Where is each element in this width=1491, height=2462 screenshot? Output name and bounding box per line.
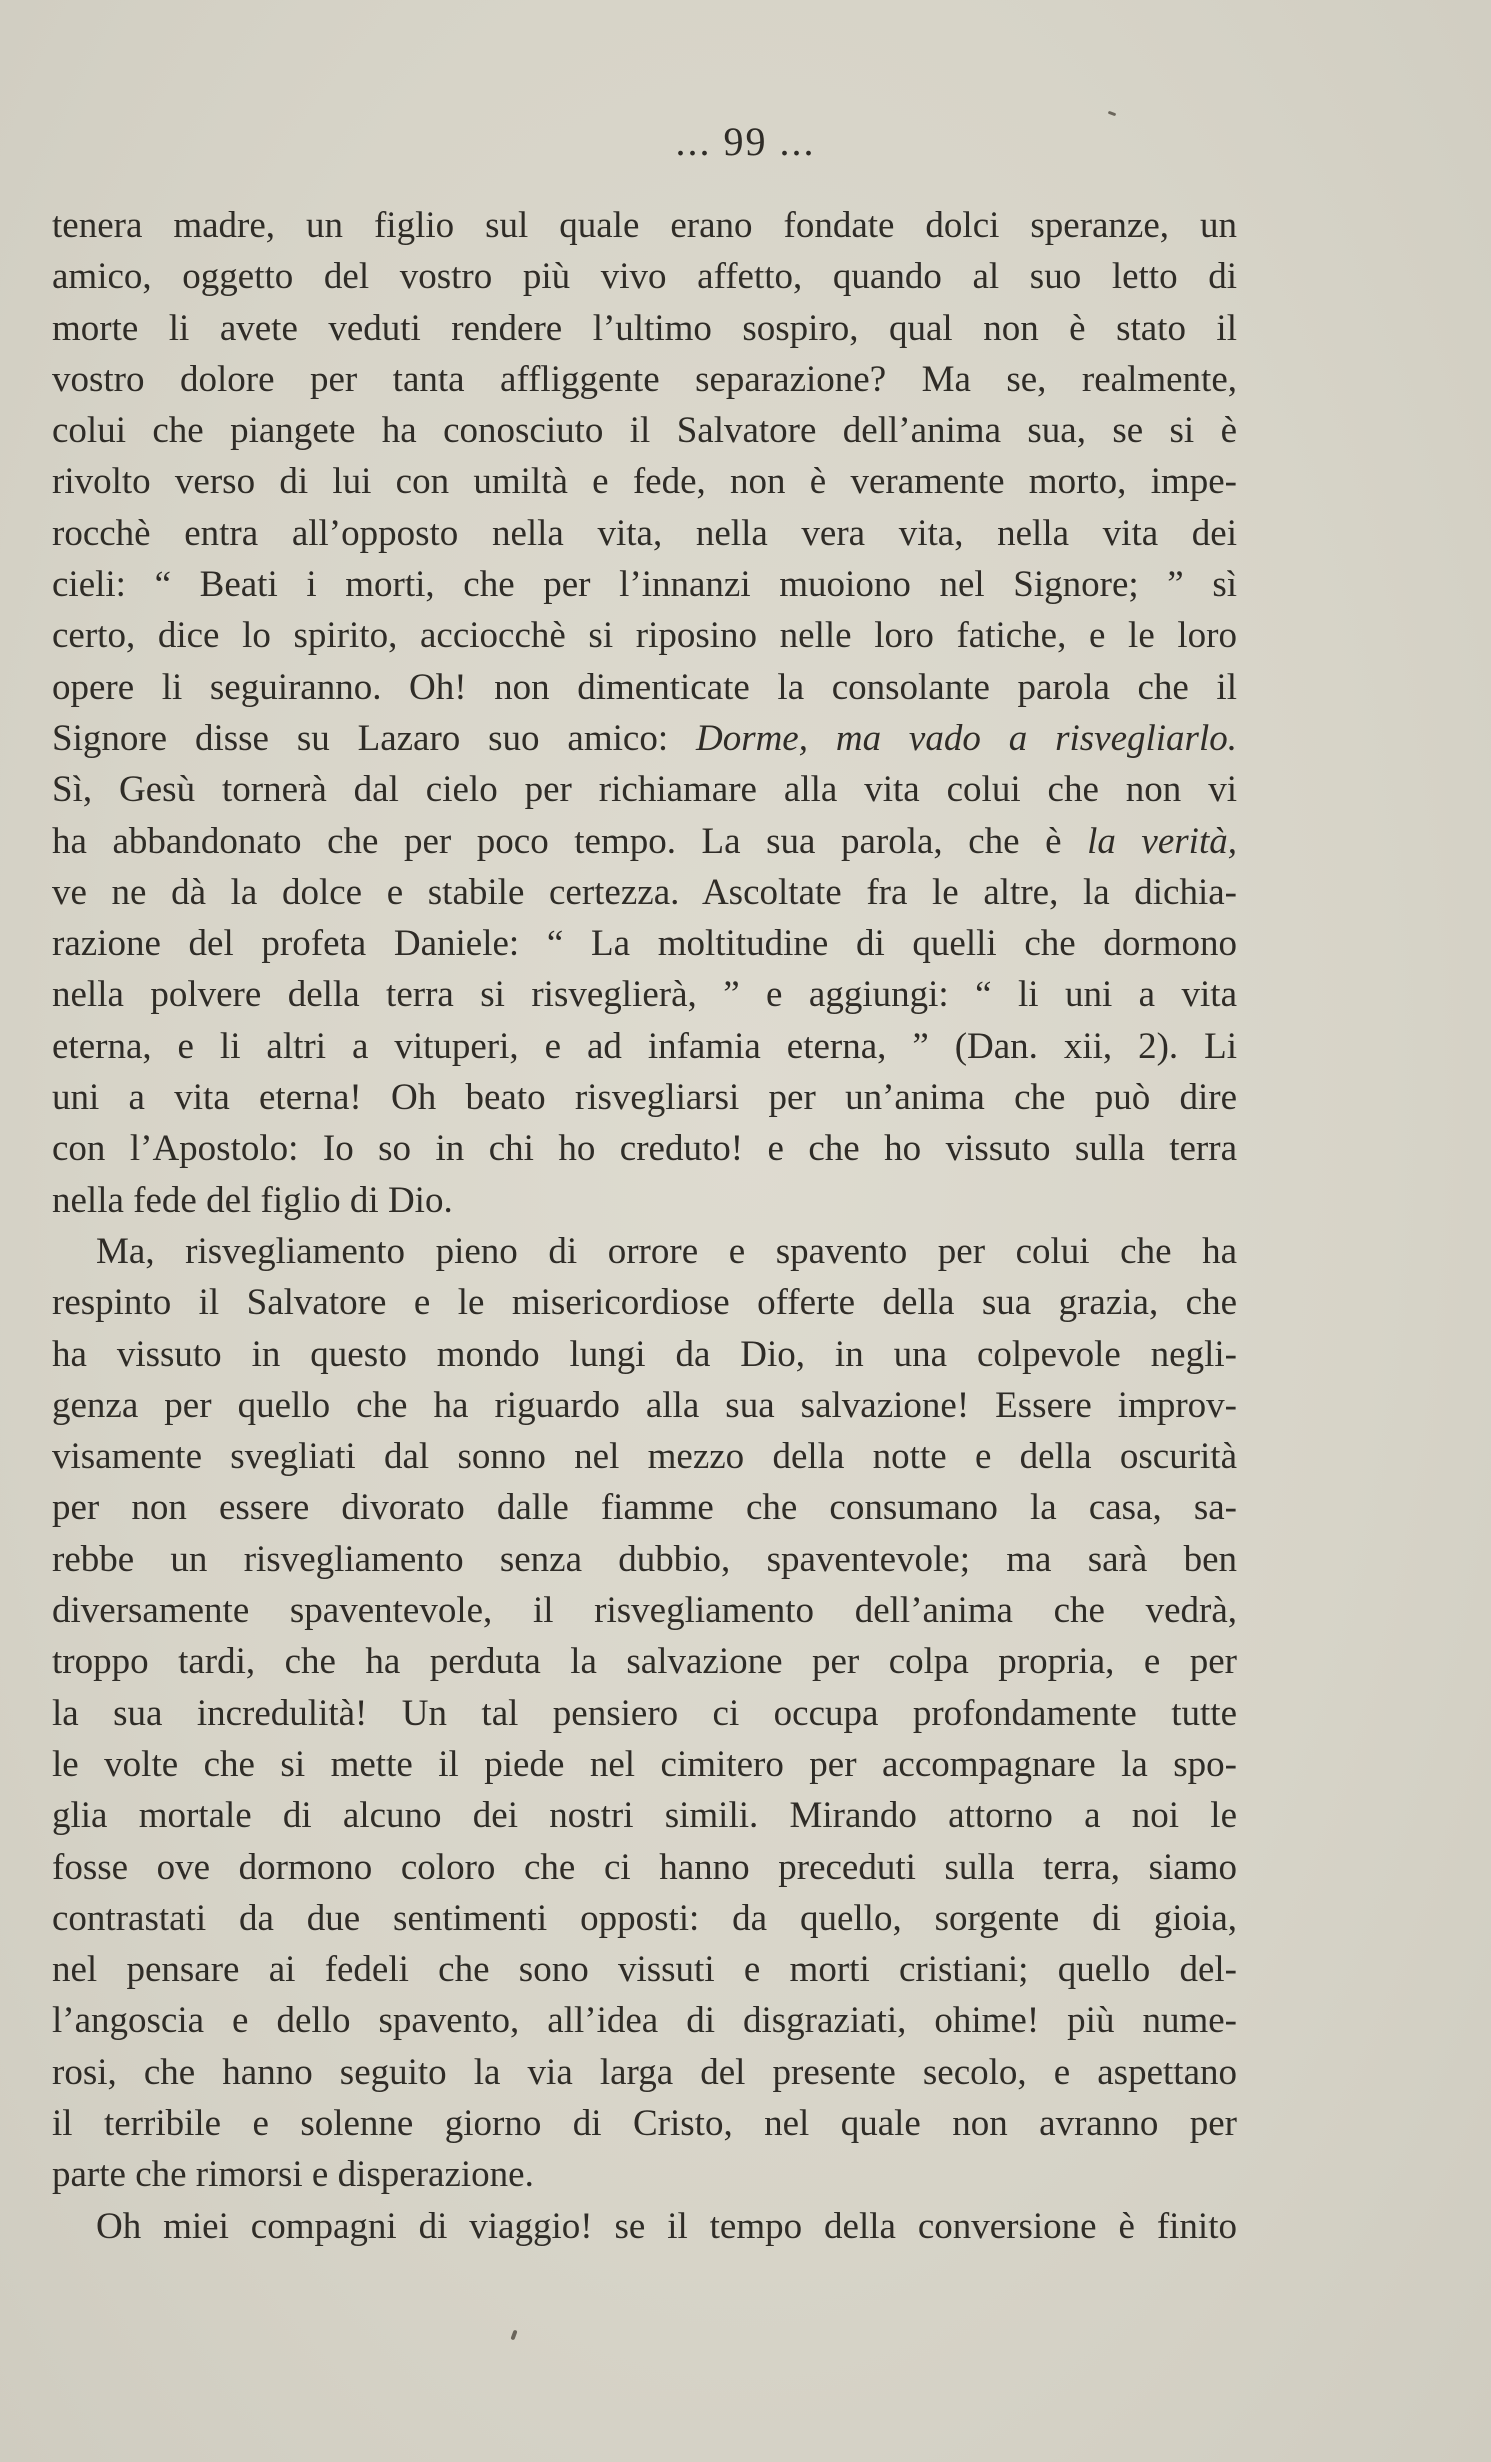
text-line: genza per quello che ha riguardo alla sua salvazione! Essere improv- <box>52 1384 1237 1426</box>
body-text <box>52 200 1237 2252</box>
text-line: uni a vita eterna! Oh beato risvegliarsi per un’anima che può dire <box>52 1077 1237 1119</box>
text-line: ve ne dà la dolce e stabile certezza. Ascoltate fra le altre, la dichia- <box>52 871 1237 913</box>
text-line <box>52 713 1237 764</box>
text-line: eterna, e li altri a vituperi, e ad infamia eterna, ” (Dan. xii, 2). Li <box>52 1025 1237 1067</box>
text-line: la sua incredulità! Un tal pensiero ci occupa profondamente tutte <box>52 1692 1237 1734</box>
text-line: vostro dolore per tanta affliggente separazione? Ma se, realmente, <box>52 358 1237 400</box>
text-line: le volte che si mette il piede nel cimitero per accompagnare la spo- <box>52 1743 1237 1785</box>
text-line: razione del profeta Daniele: “ La moltitudine di quelli che dormono <box>52 923 1237 965</box>
text-line: tenera madre, un figlio sul quale erano fondate dolci speranze, un <box>52 205 1237 246</box>
paragraph-end-line: nella fede del figlio di Dio. <box>52 1179 453 1221</box>
text-line: rivolto verso di lui con umiltà e fede, non è veramente morto, impe- <box>52 461 1237 503</box>
text-line <box>52 816 1237 867</box>
text-line: rebbe un risvegliamento senza dubbio, spaventevole; ma sarà ben <box>52 1538 1237 1580</box>
text-line: per non essere divorato dalle fiamme che consumano la casa, sa- <box>52 1487 1237 1529</box>
italic-quote: la verità, <box>1087 820 1237 862</box>
italic-quote: Dorme, ma vado a risvegliarlo. <box>695 717 1237 759</box>
text-line: certo, dice lo spirito, acciocchè si riposino nelle loro fatiche, e le loro <box>52 615 1237 657</box>
paragraph-start-line: Oh miei compagni di viaggio! se il tempo della conversione è finito <box>96 2205 1237 2247</box>
text-line: amico, oggetto del vostro più vivo affetto, quando al suo letto di <box>52 256 1237 298</box>
text-line: contrastati da due sentimenti opposti: da quello, sorgente di gioia, <box>52 1897 1237 1939</box>
text-line: glia mortale di alcuno dei nostri simili. Mirando attorno a noi le <box>52 1795 1237 1837</box>
text-line: il terribile e solenne giorno di Cristo, nel quale non avranno per <box>52 2102 1237 2144</box>
text-line: ha vissuto in questo mondo lungi da Dio, in una colpevole negli- <box>52 1333 1237 1375</box>
paragraph-start-line: Ma, risvegliamento pieno di orrore e spavento per colui che ha <box>96 1230 1237 1272</box>
text-line: rosi, che hanno seguito la via larga del presente secolo, e aspettano <box>52 2051 1237 2093</box>
text-line: l’angoscia e dello spavento, all’idea di disgraziati, ohime! più nume- <box>52 2000 1237 2042</box>
text-line: morte li avete veduti rendere l’ultimo sospiro, qual non è stato il <box>52 307 1237 349</box>
text-line: rocchè entra all’opposto nella vita, nella vera vita, nella vita dei <box>52 512 1237 554</box>
text-line: colui che piangete ha conosciuto il Salvatore dell’anima sua, se si è <box>52 410 1237 452</box>
text-line: fosse ove dormono coloro che ci hanno preceduti sulla terra, siamo <box>52 1846 1237 1888</box>
text-line: troppo tardi, che ha perduta la salvazione per colpa propria, e per <box>52 1641 1237 1683</box>
text-segment: Signore disse su Lazaro suo amico: <box>52 717 696 759</box>
text-line: Sì, Gesù tornerà dal cielo per richiamare alla vita colui che non vi <box>52 769 1237 811</box>
text-segment: ha abbandonato che per poco tempo. La sua parola, che è <box>52 820 1088 862</box>
paragraph-end-line: parte che rimorsi e disperazione. <box>52 2154 534 2196</box>
page-number: ... 99 ... <box>675 119 816 164</box>
text-line: nel pensare ai fedeli che sono vissuti e morti cristiani; quello del- <box>52 1949 1237 1991</box>
text-line: cieli: “ Beati i morti, che per l’innanzi muoiono nel Signore; ” sì <box>52 564 1237 606</box>
text-line: respinto il Salvatore e le misericordiose offerte della sua grazia, che <box>52 1282 1237 1324</box>
text-line: opere li seguiranno. Oh! non dimenticate la consolante parola che il <box>52 666 1237 708</box>
text-line: visamente svegliati dal sonno nel mezzo della notte e della oscurità <box>52 1436 1237 1478</box>
text-line: nella polvere della terra si risveglierà, ” e aggiungi: “ li uni a vita <box>52 974 1237 1016</box>
ink-speck <box>510 2330 517 2341</box>
ink-speck <box>1108 111 1117 117</box>
text-line: con l’Apostolo: Io so in chi ho creduto! e che ho vissuto sulla terra <box>52 1128 1237 1170</box>
text-line: diversamente spaventevole, il risvegliamento dell’anima che vedrà, <box>52 1590 1237 1632</box>
